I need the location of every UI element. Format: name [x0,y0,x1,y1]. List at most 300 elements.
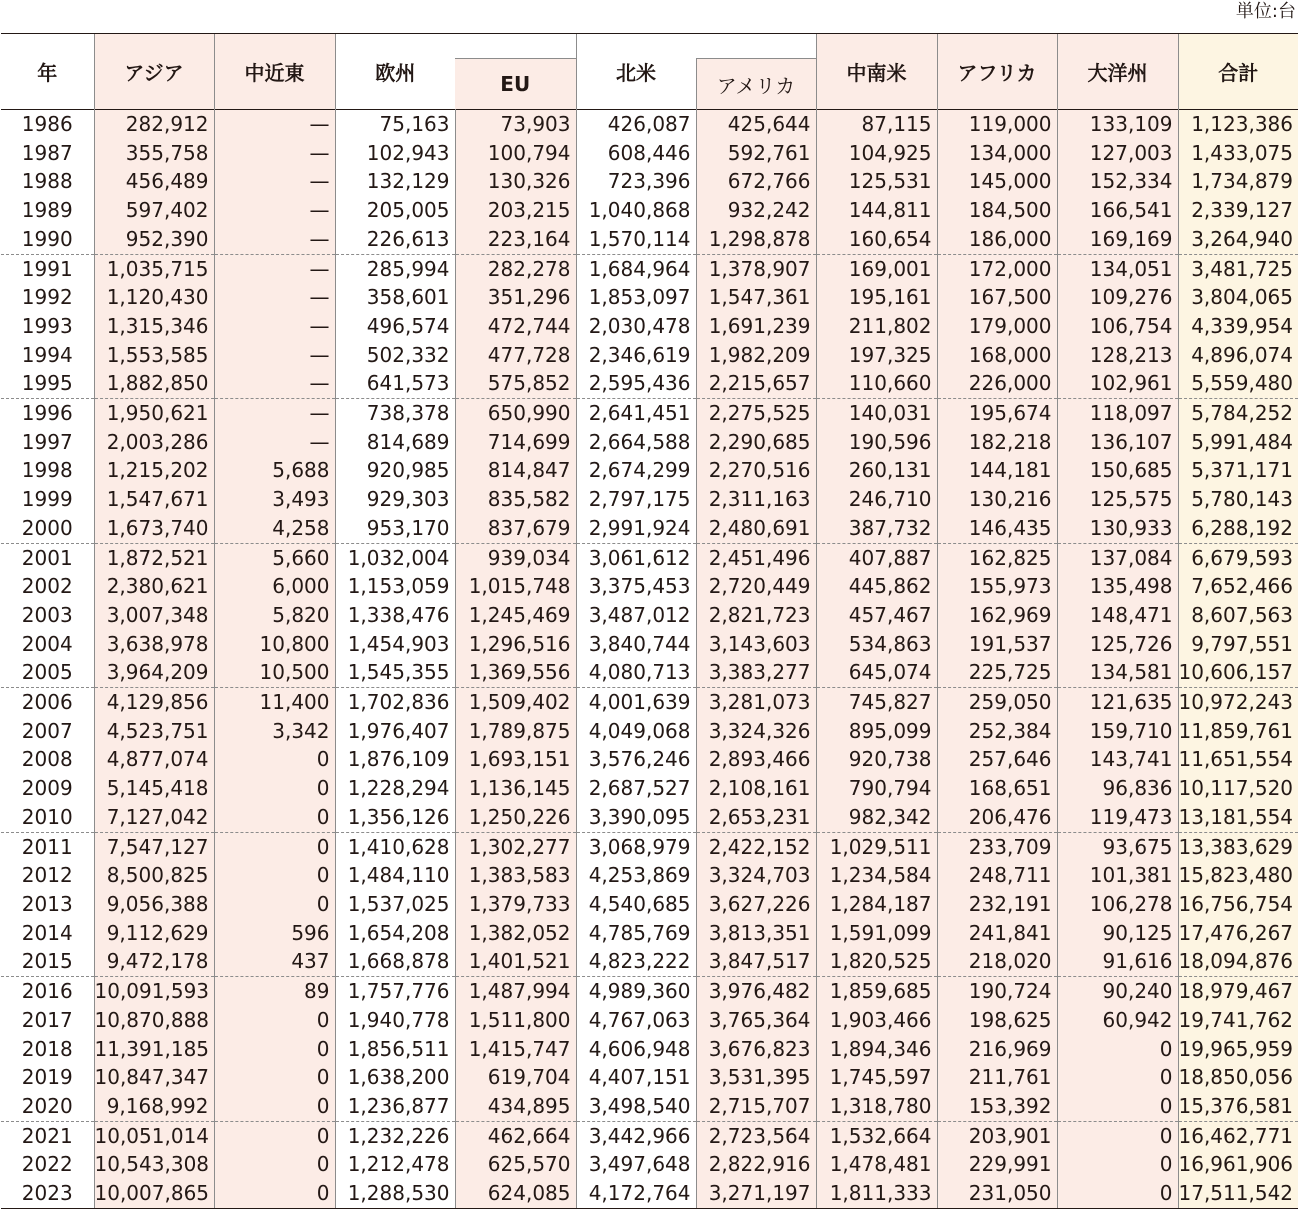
cell-year: 1989 [21,198,73,223]
cell-north-america: 2,346,619 [576,341,696,370]
cell-europe: 1,940,778 [335,1006,455,1035]
cell-total: 4,339,954 [1178,312,1298,341]
cell-total: 5,784,252 [1178,399,1298,428]
cell-middle-east: — [214,110,335,139]
cell-eu: 1,379,733 [455,890,576,919]
cell-year: 1992 [21,285,73,310]
cell-year: 1998 [21,458,73,483]
cell-middle-east: — [214,167,335,196]
cell-oceania: 135,498 [1057,572,1178,601]
cell-year: 2020 [21,1093,73,1118]
cell-north-america: 4,767,063 [576,1006,696,1035]
cell-usa: 3,813,351 [696,919,816,948]
cell-middle-east: 0 [214,745,335,774]
cell-eu: 1,509,402 [455,688,576,717]
cell-total: 11,651,554 [1178,745,1298,774]
table-row [1,890,1298,919]
cell-middle-east: — [214,254,335,283]
cell-usa: 1,547,361 [696,283,816,312]
cell-eu: 1,415,747 [455,1035,576,1064]
cell-asia: 2,380,621 [94,572,214,601]
cell-oceania: 91,616 [1057,947,1178,976]
cell-eu: 650,990 [455,399,576,428]
cell-asia: 8,500,825 [94,861,214,890]
cell-year: 1991 [1,254,94,283]
table-row [1,947,1298,976]
cell-europe: 1,032,004 [335,543,455,572]
cell-latin-america: 645,074 [816,658,937,687]
cell-north-america: 4,001,639 [576,688,696,717]
table-row [1,254,1298,283]
cell-latin-america: 1,284,187 [816,890,937,919]
cell-asia: 1,553,585 [94,341,214,370]
cell-africa: 167,500 [937,283,1057,312]
cell-year: 2005 [21,660,73,685]
table-row [1,803,1298,832]
cell-latin-america: 87,115 [816,110,937,139]
cell-asia: 3,964,209 [94,658,214,687]
cell-europe: 1,484,110 [335,861,455,890]
cell-asia: 952,390 [94,225,214,254]
cell-middle-east: 0 [214,1035,335,1064]
table-row [1,919,1298,948]
cell-middle-east: 0 [214,861,335,890]
table-row [1,717,1298,746]
cell-year: 2016 [1,977,94,1006]
cell-eu: 575,852 [455,369,576,398]
cell-eu: 73,903 [455,110,576,139]
cell-year: 1990 [21,226,73,251]
cell-latin-america: 745,827 [816,688,937,717]
cell-total: 17,476,267 [1178,919,1298,948]
cell-europe: 1,356,126 [335,803,455,832]
table-row [1,110,1298,139]
cell-oceania: 90,240 [1057,977,1178,1006]
cell-usa: 2,275,525 [696,399,816,428]
cell-europe: 1,288,530 [335,1179,455,1208]
cell-middle-east: 0 [214,890,335,919]
cell-eu: 1,136,145 [455,774,576,803]
cell-asia: 9,056,388 [94,890,214,919]
cell-north-america: 2,674,299 [576,456,696,485]
cell-north-america: 4,049,068 [576,717,696,746]
cell-africa: 216,969 [937,1035,1057,1064]
export-volume-table [1,33,1298,1209]
cell-middle-east: 0 [214,1092,335,1121]
cell-usa: 2,270,516 [696,456,816,485]
cell-middle-east: — [214,399,335,428]
cell-usa: 2,715,707 [696,1092,816,1121]
cell-usa: 3,627,226 [696,890,816,919]
cell-north-america: 2,664,588 [576,428,696,457]
cell-total: 19,965,959 [1178,1035,1298,1064]
table-row [1,1092,1298,1121]
cell-africa: 179,000 [937,312,1057,341]
cell-latin-america: 387,732 [816,514,937,543]
cell-usa: 2,653,231 [696,803,816,832]
cell-latin-america: 1,894,346 [816,1035,937,1064]
cell-eu: 939,034 [455,543,576,572]
cell-usa: 3,976,482 [696,977,816,1006]
cell-year: 2015 [21,949,73,974]
cell-europe: 1,228,294 [335,774,455,803]
cell-oceania: 159,710 [1057,717,1178,746]
cell-middle-east: — [214,428,335,457]
cell-eu: 835,582 [455,485,576,514]
cell-total: 5,780,143 [1178,485,1298,514]
cell-usa: 3,531,395 [696,1063,816,1092]
cell-asia: 3,638,978 [94,630,214,659]
cell-year: 1986 [21,112,73,136]
cell-africa: 195,674 [937,399,1057,428]
cell-usa: 1,378,907 [696,254,816,283]
cell-europe: 102,943 [335,139,455,168]
cell-oceania: 121,635 [1057,688,1178,717]
cell-asia: 10,847,347 [94,1063,214,1092]
cell-year: 2003 [21,602,73,627]
cell-asia: 7,547,127 [94,832,214,861]
cell-usa: 2,451,496 [696,543,816,572]
cell-north-america: 3,576,246 [576,745,696,774]
cell-latin-america: 169,001 [816,254,937,283]
cell-asia: 7,127,042 [94,803,214,832]
cell-usa: 3,847,517 [696,947,816,976]
cell-asia: 1,035,715 [94,254,214,283]
cell-oceania: 0 [1057,1179,1178,1208]
cell-north-america: 723,396 [576,167,696,196]
cell-asia: 1,547,671 [94,485,214,514]
cell-year: 2000 [21,515,73,540]
cell-africa: 144,181 [937,456,1057,485]
cell-europe: 1,702,836 [335,688,455,717]
cell-usa: 2,290,685 [696,428,816,457]
cell-latin-america: 1,234,584 [816,861,937,890]
cell-latin-america: 110,660 [816,369,937,398]
cell-latin-america: 140,031 [816,399,937,428]
cell-north-america: 3,442,966 [576,1121,696,1150]
table-row [1,369,1298,398]
cell-eu: 619,704 [455,1063,576,1092]
header-africa: アフリカ [937,34,1057,110]
cell-africa: 211,761 [937,1063,1057,1092]
cell-north-america: 1,570,114 [576,225,696,254]
cell-oceania: 128,213 [1057,341,1178,370]
cell-africa: 257,646 [937,745,1057,774]
cell-europe: 738,378 [335,399,455,428]
cell-eu: 1,401,521 [455,947,576,976]
cell-europe: 502,332 [335,341,455,370]
cell-north-america: 2,641,451 [576,399,696,428]
cell-oceania: 169,169 [1057,225,1178,254]
cell-oceania: 0 [1057,1150,1178,1179]
cell-usa: 3,383,277 [696,658,816,687]
cell-oceania: 166,541 [1057,196,1178,225]
table-row [1,861,1298,890]
cell-asia: 1,673,740 [94,514,214,543]
cell-europe: 1,976,407 [335,717,455,746]
header-north-america: 北米 [576,34,696,110]
table-row [1,688,1298,717]
cell-oceania: 101,381 [1057,861,1178,890]
cell-middle-east: 10,800 [214,630,335,659]
cell-middle-east: 3,342 [214,717,335,746]
cell-latin-america: 790,794 [816,774,937,803]
cell-total: 1,433,075 [1178,139,1298,168]
cell-year: 2012 [21,863,73,888]
cell-north-america: 3,061,612 [576,543,696,572]
cell-year: 2006 [1,688,94,717]
cell-oceania: 150,685 [1057,456,1178,485]
header-europe: 欧州 [335,34,455,110]
cell-usa: 3,324,326 [696,717,816,746]
cell-oceania: 152,334 [1057,167,1178,196]
cell-year: 1997 [21,429,73,454]
cell-asia: 597,402 [94,196,214,225]
header-total: 合計 [1178,34,1298,110]
cell-eu: 1,382,052 [455,919,576,948]
header-usa: アメリカ [696,59,816,110]
cell-middle-east: 11,400 [214,688,335,717]
cell-asia: 282,912 [94,110,214,139]
cell-latin-america: 1,820,525 [816,947,937,976]
cell-europe: 1,638,200 [335,1063,455,1092]
cell-eu: 1,487,994 [455,977,576,1006]
cell-eu: 1,383,583 [455,861,576,890]
cell-africa: 206,476 [937,803,1057,832]
cell-middle-east: 0 [214,1006,335,1035]
cell-usa: 2,108,161 [696,774,816,803]
cell-oceania: 0 [1057,1035,1178,1064]
cell-north-america: 3,840,744 [576,630,696,659]
cell-latin-america: 195,161 [816,283,937,312]
cell-total: 1,123,386 [1178,110,1298,139]
cell-latin-america: 197,325 [816,341,937,370]
cell-total: 10,972,243 [1178,688,1298,717]
cell-usa: 2,821,723 [696,601,816,630]
cell-middle-east: — [214,312,335,341]
cell-north-america: 4,989,360 [576,977,696,1006]
cell-north-america: 2,687,527 [576,774,696,803]
cell-year: 2013 [21,891,73,916]
cell-latin-america: 1,903,466 [816,1006,937,1035]
cell-middle-east: 5,820 [214,601,335,630]
cell-year: 1988 [21,169,73,194]
cell-latin-america: 1,591,099 [816,919,937,948]
cell-asia: 11,391,185 [94,1035,214,1064]
cell-europe: 1,668,878 [335,947,455,976]
cell-oceania: 106,754 [1057,312,1178,341]
table-row [1,1063,1298,1092]
cell-eu: 351,296 [455,283,576,312]
cell-north-america: 4,407,151 [576,1063,696,1092]
cell-eu: 1,511,800 [455,1006,576,1035]
cell-usa: 2,311,163 [696,485,816,514]
table-row [1,196,1298,225]
cell-latin-america: 160,654 [816,225,937,254]
cell-year: 1996 [1,399,94,428]
cell-middle-east: 3,493 [214,485,335,514]
table-row [1,456,1298,485]
cell-latin-america: 457,467 [816,601,937,630]
cell-total: 18,094,876 [1178,947,1298,976]
cell-middle-east: — [214,341,335,370]
table-row [1,167,1298,196]
cell-europe: 496,574 [335,312,455,341]
cell-north-america: 4,606,948 [576,1035,696,1064]
cell-asia: 10,870,888 [94,1006,214,1035]
cell-year: 2010 [21,804,73,829]
cell-middle-east: 437 [214,947,335,976]
cell-africa: 259,050 [937,688,1057,717]
cell-total: 18,979,467 [1178,977,1298,1006]
cell-middle-east: 89 [214,977,335,1006]
cell-latin-america: 1,532,664 [816,1121,937,1150]
cell-north-america: 4,253,869 [576,861,696,890]
cell-north-america: 3,068,979 [576,832,696,861]
table-row [1,1121,1298,1150]
cell-eu: 714,699 [455,428,576,457]
table-row [1,225,1298,254]
cell-north-america: 1,040,868 [576,196,696,225]
cell-year: 2009 [21,776,73,801]
cell-total: 13,383,629 [1178,832,1298,861]
cell-middle-east: 0 [214,1150,335,1179]
cell-year: 1994 [21,342,73,367]
cell-total: 15,376,581 [1178,1092,1298,1121]
cell-middle-east: 10,500 [214,658,335,687]
cell-eu: 1,015,748 [455,572,576,601]
table-row [1,1150,1298,1179]
cell-europe: 1,212,478 [335,1150,455,1179]
cell-total: 19,741,762 [1178,1006,1298,1035]
cell-eu: 130,326 [455,167,576,196]
cell-oceania: 136,107 [1057,428,1178,457]
cell-africa: 182,218 [937,428,1057,457]
cell-usa: 2,422,152 [696,832,816,861]
cell-year: 2011 [1,832,94,861]
cell-oceania: 134,051 [1057,254,1178,283]
cell-africa: 155,973 [937,572,1057,601]
cell-oceania: 134,581 [1057,658,1178,687]
cell-total: 6,288,192 [1178,514,1298,543]
cell-africa: 229,991 [937,1150,1057,1179]
cell-africa: 134,000 [937,139,1057,168]
table-row [1,658,1298,687]
cell-oceania: 118,097 [1057,399,1178,428]
cell-year: 1999 [21,487,73,512]
cell-total: 5,991,484 [1178,428,1298,457]
cell-year: 2002 [21,574,73,599]
cell-usa: 672,766 [696,167,816,196]
cell-europe: 1,537,025 [335,890,455,919]
cell-year: 2004 [21,631,73,656]
cell-latin-america: 445,862 [816,572,937,601]
cell-total: 11,859,761 [1178,717,1298,746]
cell-north-america: 2,030,478 [576,312,696,341]
cell-africa: 241,841 [937,919,1057,948]
cell-asia: 10,007,865 [94,1179,214,1208]
cell-north-america: 3,390,095 [576,803,696,832]
header-eu: EU [455,59,576,110]
cell-oceania: 127,003 [1057,139,1178,168]
cell-eu: 434,895 [455,1092,576,1121]
cell-oceania: 96,836 [1057,774,1178,803]
cell-oceania: 137,084 [1057,543,1178,572]
cell-usa: 2,822,916 [696,1150,816,1179]
cell-middle-east: 6,000 [214,572,335,601]
cell-europe: 929,303 [335,485,455,514]
cell-usa: 1,982,209 [696,341,816,370]
cell-eu: 282,278 [455,254,576,283]
cell-usa: 2,480,691 [696,514,816,543]
cell-total: 18,850,056 [1178,1063,1298,1092]
table-row [1,1035,1298,1064]
cell-africa: 168,000 [937,341,1057,370]
cell-oceania: 60,942 [1057,1006,1178,1035]
header-oceania: 大洋州 [1057,34,1178,110]
cell-usa: 2,893,466 [696,745,816,774]
cell-oceania: 130,933 [1057,514,1178,543]
cell-total: 3,804,065 [1178,283,1298,312]
cell-eu: 477,728 [455,341,576,370]
table-row [1,832,1298,861]
cell-usa: 1,691,239 [696,312,816,341]
cell-europe: 920,985 [335,456,455,485]
cell-year: 2019 [21,1065,73,1090]
cell-usa: 2,720,449 [696,572,816,601]
cell-north-america: 2,595,436 [576,369,696,398]
cell-eu: 625,570 [455,1150,576,1179]
cell-usa: 3,143,603 [696,630,816,659]
cell-latin-america: 982,342 [816,803,937,832]
cell-africa: 252,384 [937,717,1057,746]
cell-latin-america: 407,887 [816,543,937,572]
cell-asia: 9,112,629 [94,919,214,948]
cell-year: 2014 [21,920,73,945]
cell-usa: 2,723,564 [696,1121,816,1150]
cell-eu: 1,296,516 [455,630,576,659]
cell-usa: 592,761 [696,139,816,168]
cell-latin-america: 920,738 [816,745,937,774]
cell-asia: 10,051,014 [94,1121,214,1150]
cell-total: 16,756,754 [1178,890,1298,919]
cell-middle-east: 596 [214,919,335,948]
cell-latin-america: 1,811,333 [816,1179,937,1208]
cell-total: 9,797,551 [1178,630,1298,659]
cell-eu: 1,693,151 [455,745,576,774]
cell-europe: 1,153,059 [335,572,455,601]
table-row [1,312,1298,341]
cell-total: 7,652,466 [1178,572,1298,601]
cell-africa: 172,000 [937,254,1057,283]
cell-europe: 75,163 [335,110,455,139]
cell-asia: 1,950,621 [94,399,214,428]
cell-usa: 425,644 [696,110,816,139]
cell-north-america: 426,087 [576,110,696,139]
cell-eu: 203,215 [455,196,576,225]
cell-north-america: 4,823,222 [576,947,696,976]
cell-north-america: 4,540,685 [576,890,696,919]
cell-africa: 162,825 [937,543,1057,572]
cell-eu: 472,744 [455,312,576,341]
cell-year: 1993 [21,313,73,338]
table-row [1,630,1298,659]
cell-africa: 191,537 [937,630,1057,659]
cell-north-america: 3,498,540 [576,1092,696,1121]
header-usa-spacer [696,34,816,59]
cell-middle-east: 0 [214,1179,335,1208]
cell-oceania: 106,278 [1057,890,1178,919]
